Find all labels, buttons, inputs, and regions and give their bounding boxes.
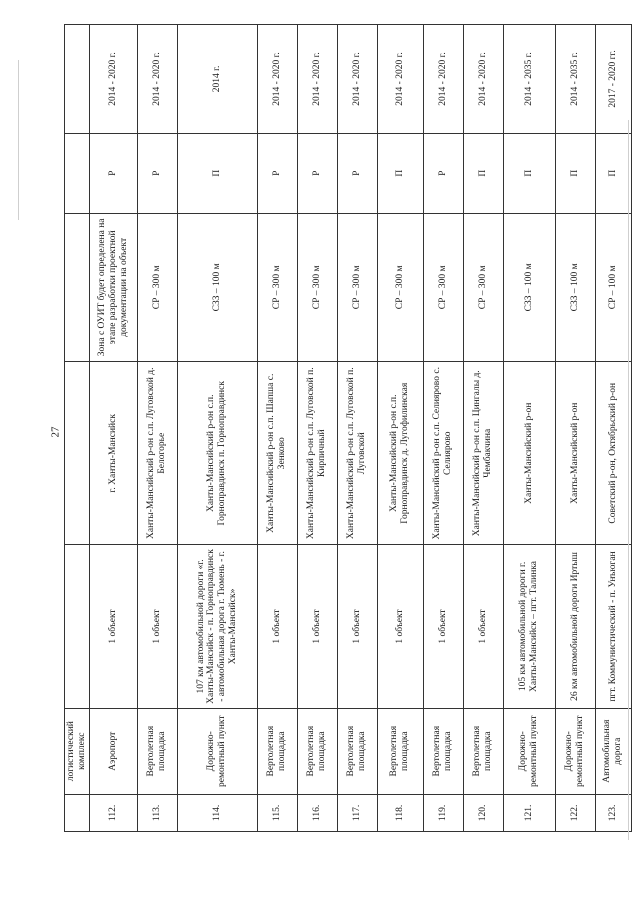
cell-count: 1 объект — [337, 545, 377, 708]
cell-period: 2014 - 2020 г. — [257, 25, 297, 134]
cell-status: П — [595, 133, 631, 213]
table-body — [65, 25, 632, 832]
cell-period: 2014 - 2035 г. — [503, 25, 555, 134]
cell-location: г. Ханты-Мансийск — [89, 362, 137, 545]
table-row — [297, 25, 337, 832]
cell-period: 2014 - 2020 г. — [89, 25, 137, 134]
cell-zone: СР – 300 м — [137, 213, 177, 362]
cell-count: пгт. Коммунистический - п. Унъюган — [595, 545, 631, 708]
cell-status — [65, 133, 90, 213]
page-number: 27 — [49, 426, 61, 438]
cell-location: Ханты-Мансийский р-он с.п. Селиярово с. Селиярово — [423, 362, 463, 545]
cell-status: Р — [89, 133, 137, 213]
objects-table — [64, 24, 632, 832]
cell-num: 115. — [257, 794, 297, 831]
cell-zone: СЗЗ – 100 м — [503, 213, 555, 362]
cell-status: П — [177, 133, 257, 213]
cell-zone: СР – 300 м — [257, 213, 297, 362]
cell-location: Ханты-Мансийский р-он с.п. Луговской п. Луговской — [337, 362, 377, 545]
cell-status: Р — [137, 133, 177, 213]
scan-edge-mark — [628, 120, 629, 840]
cell-location: Ханты-Мансийский р-он с.п. Цингалы д. Чембакчина — [463, 362, 503, 545]
table-row — [177, 25, 257, 832]
cell-num: 122. — [555, 794, 595, 831]
table-row — [89, 25, 137, 832]
cell-object: Дорожно-ремонтный пункт — [503, 708, 555, 794]
cell-count: 1 объект — [377, 545, 423, 708]
cell-location: Советский р-он, Октябрьский р-он — [595, 362, 631, 545]
cell-count — [65, 545, 90, 708]
cell-object: Аэропорт — [89, 708, 137, 794]
cell-status: П — [503, 133, 555, 213]
cell-num: 121. — [503, 794, 555, 831]
cell-object: Вертолетная площадка — [463, 708, 503, 794]
cell-status: П — [463, 133, 503, 213]
cell-count: 1 объект — [463, 545, 503, 708]
cell-count: 1 объект — [423, 545, 463, 708]
cell-object: логистический комплекс — [65, 708, 90, 794]
table-row — [595, 25, 631, 832]
cell-location: Ханты-Мансийский р-он с.п. Луговской п. Кирпичный — [297, 362, 337, 545]
cell-num: 113. — [137, 794, 177, 831]
cell-period: 2014 - 2020 г. — [337, 25, 377, 134]
cell-num: 118. — [377, 794, 423, 831]
cell-object: Автомобильная дорога — [595, 708, 631, 794]
cell-location: Ханты-Мансийский р-он — [555, 362, 595, 545]
cell-status: Р — [297, 133, 337, 213]
table-row — [257, 25, 297, 832]
cell-zone: СР – 300 м — [377, 213, 423, 362]
table-row — [137, 25, 177, 832]
cell-object: Дорожно-ремонтный пункт — [555, 708, 595, 794]
cell-count: 105 км автомобильной дороги г. Ханты-Мансийск – пгт. Талинка — [503, 545, 555, 708]
cell-period: 2014 - 2020 г. — [297, 25, 337, 134]
cell-count: 107 км автомобильной дороги «г. Ханты-Мансийск - п. Горноправдинск - автомобильная дорога г. Тюмень - г. Ханты-Мансийск» — [177, 545, 257, 708]
cell-object: Вертолетная площадка — [377, 708, 423, 794]
cell-location: Ханты-Мансийский р-он с.п. Луговской д. Белогорье — [137, 362, 177, 545]
cell-period — [65, 25, 90, 134]
cell-num: 123. — [595, 794, 631, 831]
cell-status: Р — [423, 133, 463, 213]
cell-period: 2014 - 2035 г. — [555, 25, 595, 134]
cell-object: Вертолетная площадка — [337, 708, 377, 794]
cell-object: Вертолетная площадка — [297, 708, 337, 794]
cell-zone: СР – 300 м — [337, 213, 377, 362]
table-row — [65, 25, 90, 832]
cell-num: 119. — [423, 794, 463, 831]
cell-status: П — [555, 133, 595, 213]
cell-zone: СР – 300 м — [423, 213, 463, 362]
cell-zone: СЗЗ – 100 м — [177, 213, 257, 362]
cell-num: 117. — [337, 794, 377, 831]
cell-object: Дорожно-ремонтный пункт — [177, 708, 257, 794]
cell-period: 2014 - 2020 г. — [137, 25, 177, 134]
cell-period: 2017 - 2020 гг. — [595, 25, 631, 134]
cell-num: 112. — [89, 794, 137, 831]
table-row — [423, 25, 463, 832]
cell-zone: СР – 100 м — [595, 213, 631, 362]
cell-count: 1 объект — [89, 545, 137, 708]
cell-count: 1 объект — [297, 545, 337, 708]
table-row — [377, 25, 423, 832]
table-row — [463, 25, 503, 832]
cell-num: 116. — [297, 794, 337, 831]
cell-zone: СР – 300 м — [463, 213, 503, 362]
cell-object: Вертолетная площадка — [257, 708, 297, 794]
cell-period: 2014 - 2020 г. — [377, 25, 423, 134]
cell-status: Р — [337, 133, 377, 213]
table-row — [337, 25, 377, 832]
cell-period: 2014 г. — [177, 25, 257, 134]
table-row — [555, 25, 595, 832]
cell-location: Ханты-Мансийский р-он с.п. Горноправдинск д. Лугофилинская — [377, 362, 423, 545]
cell-num: 120. — [463, 794, 503, 831]
cell-status: Р — [257, 133, 297, 213]
cell-object: Вертолетная площадка — [137, 708, 177, 794]
cell-num: 114. — [177, 794, 257, 831]
cell-location: Ханты-Мансийский р-он с.п. Горноправдинск п. Горноправдинск — [177, 362, 257, 545]
cell-location — [65, 362, 90, 545]
scan-edge-mark — [18, 60, 19, 220]
table-row — [503, 25, 555, 832]
cell-object: Вертолетная площадка — [423, 708, 463, 794]
cell-zone — [65, 213, 90, 362]
cell-count: 1 объект — [137, 545, 177, 708]
cell-period: 2014 - 2020 г. — [423, 25, 463, 134]
cell-location: Ханты-Мансийский р-он с.п. Шапша с. Зенково — [257, 362, 297, 545]
cell-num — [65, 794, 90, 831]
cell-zone: Зона с ОУИТ будет определена на этапе разработки проектной документации на объект — [89, 213, 137, 362]
cell-zone: СР – 300 м — [297, 213, 337, 362]
cell-status: П — [377, 133, 423, 213]
cell-count: 1 объект — [257, 545, 297, 708]
cell-period: 2014 - 2020 г. — [463, 25, 503, 134]
cell-location: Ханты-Мансийский р-он — [503, 362, 555, 545]
cell-zone: СЗЗ – 100 м — [555, 213, 595, 362]
cell-count: 26 км автомобильной дороги Иртыш — [555, 545, 595, 708]
